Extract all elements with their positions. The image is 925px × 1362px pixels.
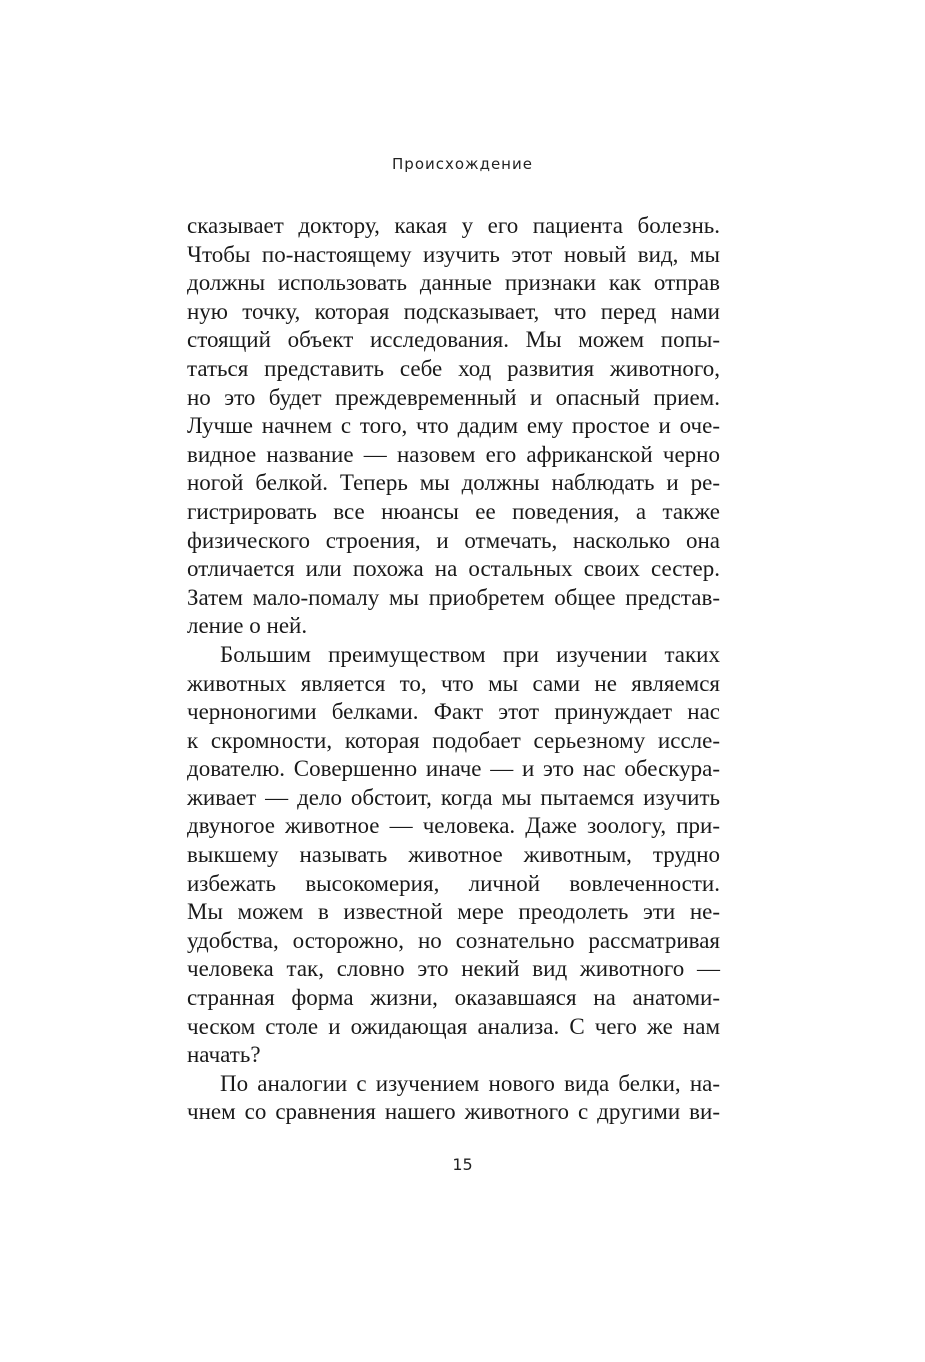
text-line: Чтобы по-настоящему изучить этот новый вид, мы <box>187 241 720 267</box>
text-line: ление о ней. <box>187 613 308 639</box>
text-line: живает — дело обстоит, когда мы пытаемся изучить <box>187 784 720 810</box>
text-line: сказывает доктору, какая у его пациента болезнь. <box>187 213 720 238</box>
text-line: физического строения, и отмечать, насколько она <box>187 527 720 553</box>
text-line: отличается или похожа на остальных своих сестер. <box>187 556 720 582</box>
text-line: животных является то, что мы сами не являемся <box>187 670 720 696</box>
text-line: Затем мало-помалу мы приобретем общее представ- <box>187 584 720 610</box>
text-line: должны использовать данные признаки как отправ <box>187 270 720 296</box>
text-line: дователю. Совершенно иначе — и это нас обескура- <box>187 756 720 782</box>
text-line: гистрировать все нюансы ее поведения, а также <box>187 498 720 524</box>
text-line: начать? <box>187 1042 261 1068</box>
page-number: 15 <box>452 1155 473 1174</box>
text-line: ческом столе и ожидающая анализа. С чего же нам <box>187 1013 720 1039</box>
text-line: выкшему называть животное животным, трудно <box>187 842 720 868</box>
text-line: двуногое животное — человека. Даже зоологу, при- <box>187 813 720 839</box>
text-line: ную точку, которая подсказывает, что перед нами <box>187 298 720 324</box>
text-line: удобства, осторожно, но сознательно рассматривая <box>187 927 720 953</box>
text-line: странная форма жизни, оказавшаяся на анатоми- <box>187 985 720 1011</box>
text-line: к скромности, которая подобает серьезному иссле- <box>187 727 720 753</box>
text-line: Лучше начнем с того, что дадим ему простое и оче- <box>187 413 720 439</box>
paragraph <box>187 212 720 641</box>
text-line: видное название — назовем его африканской черно <box>187 441 720 467</box>
running-head: Происхождение <box>392 155 533 173</box>
text-line: черноногими белками. Факт этот принуждает нас <box>187 699 720 725</box>
text-line: Мы можем в известной мере преодолеть эти не- <box>187 899 720 925</box>
text-line: Большим преимуществом при изучении таких <box>220 641 720 667</box>
paragraph <box>187 1070 720 1127</box>
text-line: По аналогии с изучением нового вида белки, на- <box>220 1070 720 1096</box>
paragraph <box>187 641 720 1070</box>
body-text <box>187 212 720 1127</box>
text-line: но это будет преждевременный и опасный прием. <box>187 384 720 410</box>
text-line: таться представить себе ход развития животного, <box>187 355 720 381</box>
text-line: ногой белкой. Теперь мы должны наблюдать и ре- <box>187 470 720 496</box>
text-line: стоящий объект исследования. Мы можем попы- <box>187 327 720 353</box>
text-line: чнем со сравнения нашего животного с другими ви- <box>187 1099 720 1125</box>
text-line: человека так, словно это некий вид животного — <box>187 956 720 982</box>
text-line: избежать высокомерия, личной вовлеченности. <box>187 870 720 896</box>
